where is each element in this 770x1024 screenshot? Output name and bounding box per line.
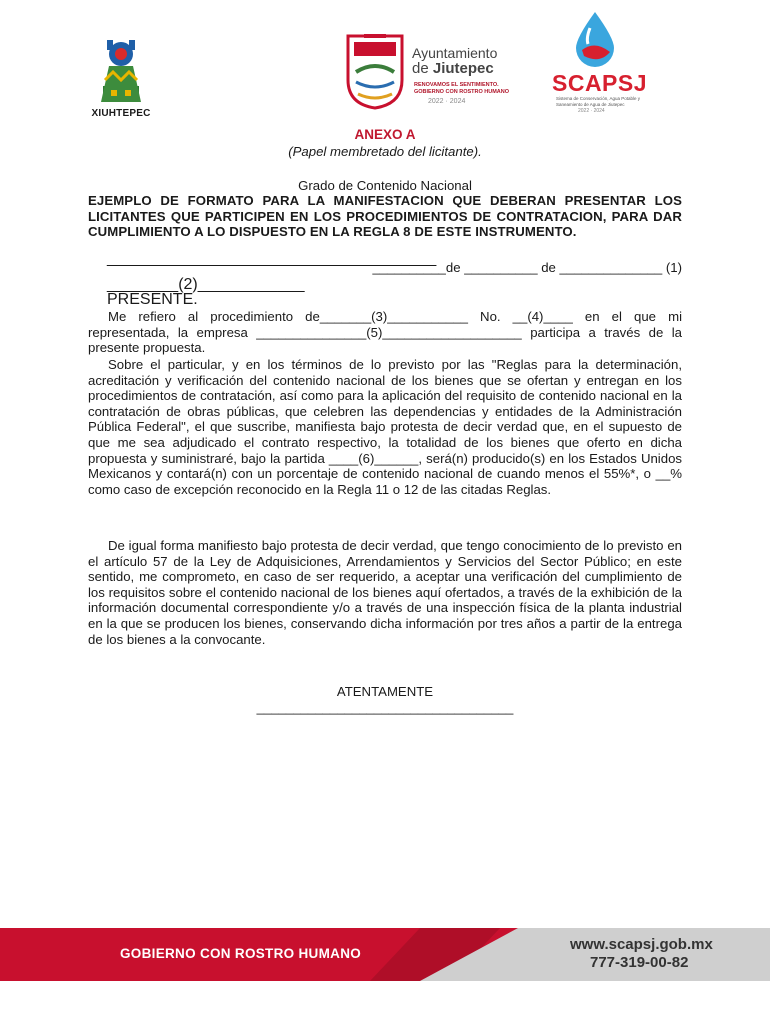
scapsj-brand: SCAPSJ bbox=[552, 70, 648, 96]
footer-phone: 777-319-00-82 bbox=[590, 954, 689, 971]
scapsj-years: 2022 · 2024 bbox=[578, 108, 605, 114]
scapsj-subtitle: Sistema de Conservación, Agua Potable y Saneamiento de Agua de Jiutepec bbox=[556, 96, 641, 107]
scapsj-logo bbox=[548, 10, 648, 120]
annex-title: ANEXO A bbox=[354, 127, 416, 142]
date-line: __________de __________ de ______________ (1) bbox=[372, 260, 682, 275]
footer-website-link[interactable]: www.scapsj.gob.mx bbox=[570, 936, 713, 953]
footer-slogan: GOBIERNO CON ROSTRO HUMANO bbox=[120, 946, 362, 961]
paragraph-2: Sobre el particular, y en los términos de lo previsto por las "Reglas para la determinación, acreditación y verificación del contenido nacional de los bienes que se ofertan y entregan en los procedimientos de contratación, así como para la aplicación del requisito de contenido nacional en la contratación de obras públicas, que celebren las dependencias y entidades de la Administración Pública Federal", el que suscribe, manifiesta bajo protesta de decir verdad que, en el supuesto de que me sea adjudicado el contrato respectivo, la totalidad de los bienes que oferto en dicha propuesta y suministraré, bajo la partida ____(6)______, será(n) producido(s) en los Estados Unidos Mexicanos y contará(n) con un porcentaje de contenido nacional de cuando menos el 55%*, o __% como caso de excepción reconocido en la Regla 11 o 12 de las citadas Reglas. bbox=[88, 357, 682, 497]
water-drop-icon bbox=[570, 10, 620, 68]
recipient-line: ________(2)____________ bbox=[107, 276, 305, 293]
municipal-seal-icon bbox=[344, 30, 406, 110]
footer-banner bbox=[0, 928, 770, 981]
xiuhtepec-caption: XIUHTEPEC bbox=[91, 108, 151, 119]
xiuhtepec-logo bbox=[82, 36, 160, 128]
mid-logo-years: 2022 · 2024 bbox=[428, 98, 466, 105]
signature-line: ___________________________________ bbox=[256, 700, 514, 715]
mid-logo-line1: Ayuntamiento bbox=[412, 45, 498, 61]
xiuhtepec-emblem-icon bbox=[95, 36, 147, 106]
blank-line: _____________________________________ bbox=[107, 250, 437, 267]
grado-contenido: Grado de Contenido Nacional bbox=[298, 178, 472, 193]
mid-logo-slogan: RENOVAMOS EL SENTIMIENTO. GOBIERNO CON ROSTRO HUMANO bbox=[414, 82, 510, 95]
annex-subtitle: (Papel membretado del licitante). bbox=[288, 144, 482, 159]
ayuntamiento-jiutepec-logo bbox=[344, 30, 510, 112]
paragraph-3: De igual forma manifiesto bajo protesta de decir verdad, que tengo conocimiento de lo previsto en el artículo 57 de la Ley de Adquisiciones, Arrendamientos y Servicios del Sector Público; en este sentido, me comprometo, en caso de ser requerido, a aceptar una verificación del cumplimiento de los requisitos sobre el contenido nacional de los bienes aquí ofertados, a través de la exhibición de la información documental correspondiente y/o a través de una inspección física de la planta industrial en la que se producen los bienes, conservando dicha información por tres años a partir de la entrega de los bienes a la convocante. bbox=[88, 538, 682, 647]
closing-atentamente: ATENTAMENTE bbox=[336, 684, 434, 699]
mid-logo-line2: de Jiutepec bbox=[412, 60, 494, 77]
presente-label: PRESENTE. bbox=[107, 291, 198, 308]
paragraph-1: Me refiero al procedimiento de_______(3)___________ No. __(4)____ en el que mi representada, la empresa _______________(5)___________________ participa a través de la presente propuesta. bbox=[88, 309, 682, 356]
document-heading: EJEMPLO DE FORMATO PARA LA MANIFESTACION QUE DEBERAN PRESENTAR LOS LICITANTES QUE PARTICIPEN EN LOS PROCEDIMIENTOS DE CONTRATACION, PARA DAR CUMPLIMIENTO A LO DISPUESTO EN LA REGLA 8 DE ESTE INSTRUMENTO. bbox=[88, 193, 682, 240]
